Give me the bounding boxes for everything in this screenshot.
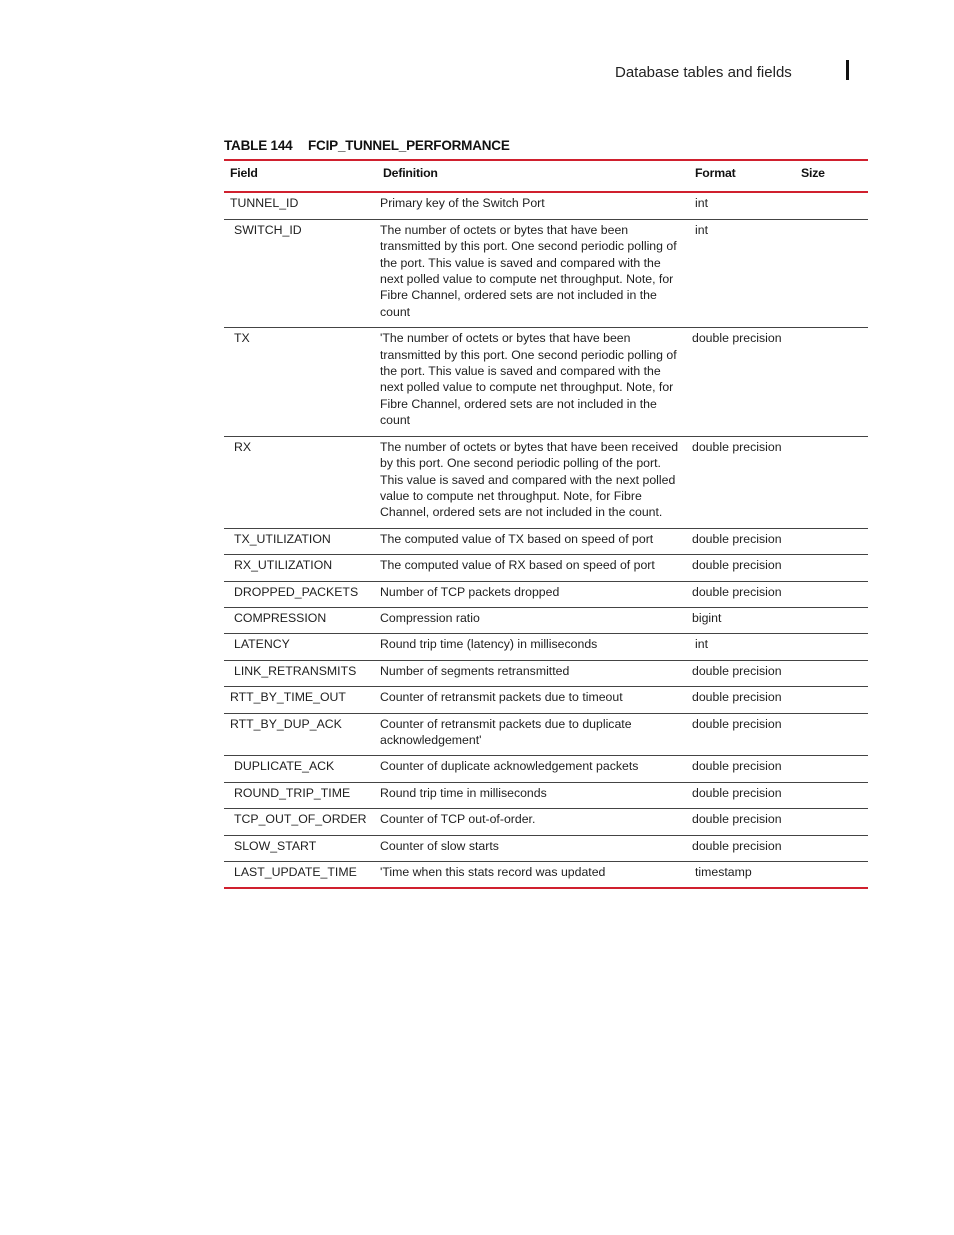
table-row <box>224 528 868 554</box>
size-cell <box>795 555 868 581</box>
field-cell: TCP_OUT_OF_ORDER <box>234 812 367 827</box>
size-cell <box>795 862 868 889</box>
size-cell <box>795 687 868 713</box>
definition-cell: Round trip time in milliseconds <box>380 785 547 800</box>
definition-cell: The number of octets or bytes that have been received by this port. One second periodic polling of the port. This value is saved and compared with the next polled value to compute net throughput. Note, for Fibre Channel, ordered sets are not included in the count. <box>380 439 679 520</box>
field-cell: SLOW_START <box>234 838 317 853</box>
definition-cell: The number of octets or bytes that have been transmitted by this port. One second periodic polling of the port. This value is saved and compared with the next polled value to compute net throughput. Note, for Fibre Channel, ordered sets are not included in the count <box>380 222 677 319</box>
field-cell: RX <box>234 439 252 454</box>
format-cell: double precision <box>692 812 782 827</box>
field-cell: RTT_BY_TIME_OUT <box>230 690 346 705</box>
definition-cell: 'Time when this stats record was updated <box>380 865 606 879</box>
format-cell: double precision <box>692 759 782 774</box>
table-caption-title: FCIP_TUNNEL_PERFORMANCE <box>308 138 510 153</box>
field-cell: RX_UTILIZATION <box>234 558 333 573</box>
field-cell: COMPRESSION <box>234 610 327 625</box>
column-header-field: Field <box>230 166 258 180</box>
table-row <box>224 835 868 861</box>
column-header-definition: Definition <box>383 166 438 180</box>
size-cell <box>795 660 868 686</box>
field-cell: RTT_BY_DUP_ACK <box>230 716 342 731</box>
definition-cell: Counter of TCP out-of-order. <box>380 812 536 827</box>
format-cell: int <box>695 637 708 652</box>
size-cell <box>795 528 868 554</box>
size-cell <box>795 192 868 219</box>
table-row <box>224 328 868 436</box>
size-cell <box>795 782 868 808</box>
size-cell <box>795 756 868 782</box>
size-cell <box>795 634 868 660</box>
format-cell: int <box>695 196 708 211</box>
definition-cell: 'The number of octets or bytes that have been transmitted by this port. One second periodic polling of the port. This value is saved and compared with the next polled value to compute net throughput. Note, for Fibre Channel, ordered sets are not included in the count <box>380 331 677 428</box>
format-cell: double precision <box>692 331 782 346</box>
field-cell: DUPLICATE_ACK <box>234 759 335 774</box>
field-cell: TUNNEL_ID <box>230 196 299 211</box>
table-row <box>224 687 868 713</box>
format-cell: double precision <box>692 716 782 731</box>
size-cell <box>795 607 868 633</box>
table-row <box>224 607 868 633</box>
format-cell: double precision <box>692 690 782 705</box>
field-cell: LINK_RETRANSMITS <box>234 663 357 678</box>
definition-cell: Counter of duplicate acknowledgement packets <box>380 759 639 774</box>
definition-cell: Number of segments retransmitted <box>380 663 570 678</box>
size-cell <box>795 219 868 327</box>
field-cell: ROUND_TRIP_TIME <box>234 785 351 800</box>
field-cell: TX <box>234 331 250 346</box>
table-row <box>224 192 868 219</box>
table-row <box>224 581 868 607</box>
format-cell: int <box>695 222 708 237</box>
size-cell <box>795 713 868 756</box>
format-cell: double precision <box>692 785 782 800</box>
table-row <box>224 782 868 808</box>
table-caption-number: TABLE 144 <box>224 138 293 153</box>
format-cell: timestamp <box>695 865 752 879</box>
column-header-format: Format <box>695 166 736 180</box>
format-cell: double precision <box>692 558 782 573</box>
fcip-tunnel-performance-table <box>224 159 868 889</box>
size-cell <box>795 436 868 528</box>
definition-cell: The computed value of RX based on speed of port <box>380 558 655 573</box>
table-row <box>224 660 868 686</box>
definition-cell: Counter of slow starts <box>380 838 499 853</box>
definition-cell: Round trip time (latency) in milliseconds <box>380 637 598 652</box>
field-cell: TX_UTILIZATION <box>234 531 331 546</box>
table-row <box>224 713 868 756</box>
size-cell <box>795 581 868 607</box>
field-cell: DROPPED_PACKETS <box>234 584 359 599</box>
size-cell <box>795 328 868 436</box>
field-cell: LATENCY <box>234 637 290 652</box>
table-row <box>224 634 868 660</box>
definition-cell: Counter of retransmit packets due to timeout <box>380 690 623 705</box>
table-row <box>224 756 868 782</box>
table-header-row <box>224 160 868 192</box>
table-row <box>224 862 868 889</box>
running-header-title: Database tables and fields <box>615 64 792 81</box>
format-cell: bigint <box>692 610 722 625</box>
definition-cell: Counter of retransmit packets due to duplicate acknowledgement' <box>380 716 632 747</box>
size-cell <box>795 835 868 861</box>
format-cell: double precision <box>692 439 782 454</box>
format-cell: double precision <box>692 584 782 599</box>
format-cell: double precision <box>692 838 782 853</box>
definition-cell: Compression ratio <box>380 610 480 625</box>
size-cell <box>795 809 868 835</box>
table-row <box>224 436 868 528</box>
definition-cell: The computed value of TX based on speed of port <box>380 531 654 546</box>
definition-cell: Primary key of the Switch Port <box>380 196 545 211</box>
table-row <box>224 809 868 835</box>
format-cell: double precision <box>692 531 782 546</box>
column-header-size: Size <box>801 166 825 180</box>
table-row <box>224 555 868 581</box>
table-row <box>224 219 868 327</box>
field-cell: LAST_UPDATE_TIME <box>234 865 357 879</box>
format-cell: double precision <box>692 663 782 678</box>
table-caption <box>224 138 510 153</box>
field-cell: SWITCH_ID <box>234 222 302 237</box>
header-margin-bar <box>846 60 849 80</box>
definition-cell: Number of TCP packets dropped <box>380 584 560 599</box>
